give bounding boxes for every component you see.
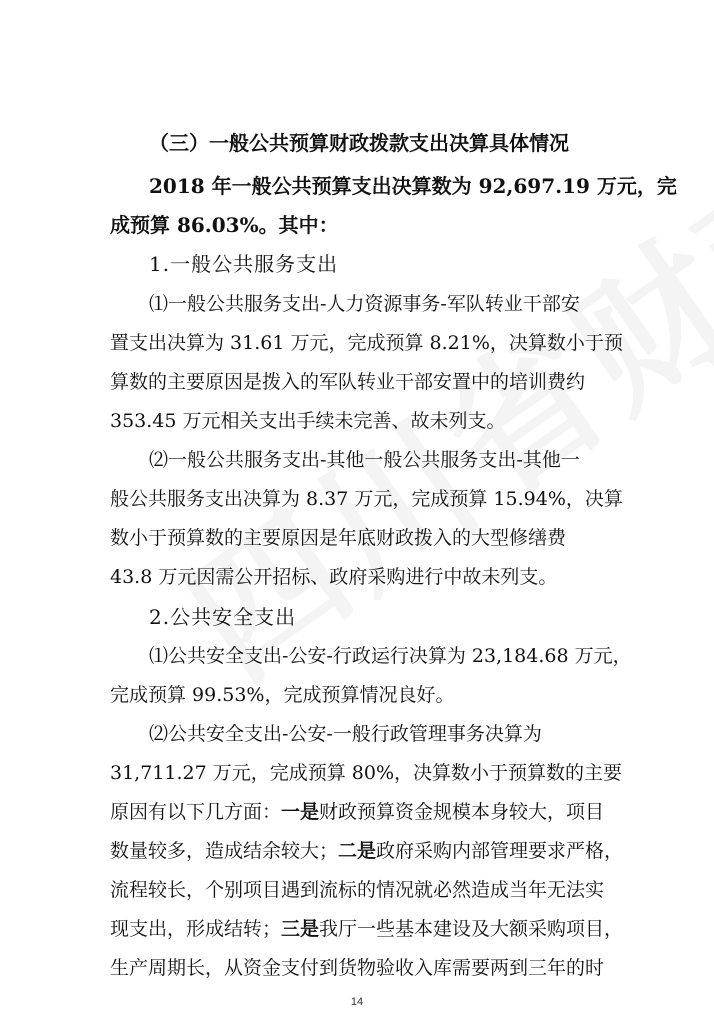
section-title: （三）一般公共预算财政拨款支出决算具体情况 <box>149 131 569 155</box>
p4-line-6-text-c: 我厅一些基本建设及大额采购项目， <box>319 918 624 940</box>
p4-line-4 <box>110 840 624 862</box>
p3-line-1: ⑴公共安全支出-公安-行政运行决算为 23,184.68 万元， <box>149 645 632 667</box>
p4-line-1: ⑵公共安全支出-公安-一般行政管理事务决算为 <box>149 723 542 745</box>
p4-line-3-text-c: 财政预算资金规模本身较大，项目 <box>319 801 605 823</box>
p2-line-3: 数小于预算数的主要原因是年底财政拨入的大型修缮费 <box>110 527 567 549</box>
p1-line-1: ⑴一般公共服务支出-人力资源事务-军队转业干部安 <box>149 293 580 315</box>
p4-line-6-text-a: 现支出，形成结转； <box>110 918 282 940</box>
p4-line-6 <box>110 918 624 940</box>
p1-line-2: 置支出决算为 31.61 万元，完成预算 8.21%，决算数小于预 <box>110 332 623 354</box>
page-number: 14 <box>350 996 364 1008</box>
p4-line-3 <box>110 802 610 822</box>
p4-line-4-text-c: 政府采购内部管理要求严格， <box>376 840 624 862</box>
intro-line-2: 成预算 86.03%。其中： <box>110 213 339 237</box>
p2-line-4: 43.8 万元因需公开招标、政府采购进行中故未列支。 <box>110 566 558 588</box>
p4-line-4-text-a: 数量较多，造成结余较大； <box>110 840 339 862</box>
p1-line-3: 算数的主要原因是拨入的军队转业干部安置中的培训费约 <box>110 371 586 393</box>
intro-line-1: 2018 年一般公共预算支出决算数为 92,697.19 万元，完 <box>149 174 677 198</box>
p4-line-2: 31,711.27 万元，完成预算 80%，决算数小于预算数的主要 <box>110 762 623 784</box>
p2-line-1: ⑵一般公共服务支出-其他一般公共服务支出-其他一 <box>149 449 580 471</box>
emphasis-first: 一是 <box>281 801 320 823</box>
p2-line-2: 般公共服务支出决算为 8.37 万元，完成预算 15.94%，决算 <box>110 488 623 510</box>
p4-line-7: 生产周期长，从资金支付到货物验收入库需要两到三年的时 <box>110 957 605 979</box>
heading-general-public-services: 1.一般公共服务支出 <box>149 252 339 276</box>
p1-line-4: 353.45 万元相关支出手续未完善、故未列支。 <box>110 410 506 432</box>
p4-line-5: 流程较长，个别项目遇到流标的情况就必然造成当年无法实 <box>110 879 605 901</box>
p3-line-2: 完成预算 99.53%，完成预算情况良好。 <box>110 684 455 706</box>
heading-public-security: 2.公共安全支出 <box>149 605 297 629</box>
emphasis-second: 二是 <box>338 840 377 862</box>
p4-line-3-text-a: 原因有以下几方面： <box>110 801 282 823</box>
emphasis-third: 三是 <box>281 918 320 940</box>
